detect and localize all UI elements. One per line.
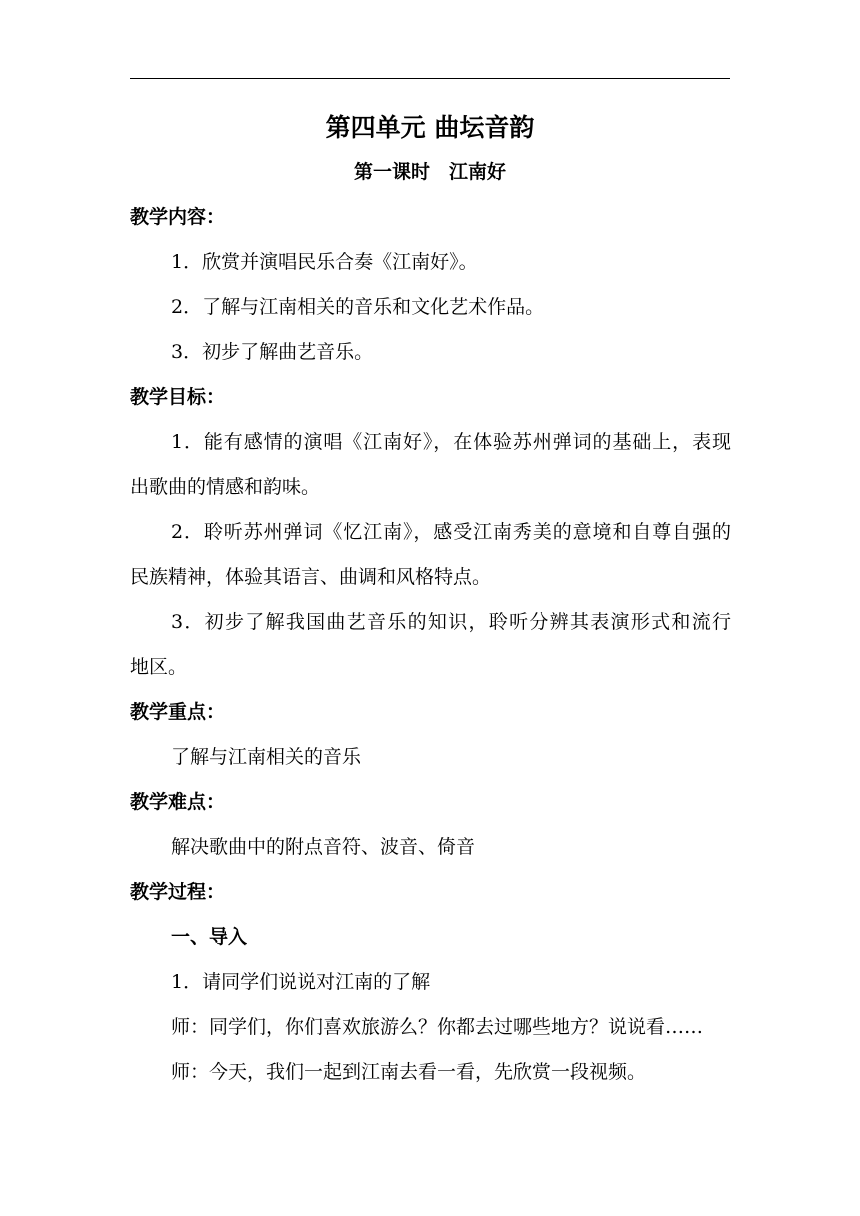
goal-1-line-1: 1．能有感情的演唱《江南好》，在体验苏州弹词的基础上，表现: [171, 431, 731, 453]
unit-title: 第四单元 曲坛音韵: [325, 113, 535, 142]
goal-3-line-1: 3．初步了解我国曲艺音乐的知识，聆听分辨其表演形式和流行: [171, 611, 731, 633]
content-item-3: 3．初步了解曲艺音乐。: [171, 341, 374, 363]
goals-heading: 教学目标：: [130, 386, 226, 408]
goal-3-line-2: 地区。: [130, 656, 188, 678]
difficulties-heading: 教学难点：: [130, 791, 226, 813]
key-points-heading: 教学重点：: [130, 701, 226, 723]
content-item-2: 2．了解与江南相关的音乐和文化艺术作品。: [171, 296, 545, 318]
content-heading: 教学内容：: [130, 206, 226, 228]
difficulties-text: 解决歌曲中的附点音符、波音、倚音: [171, 836, 476, 858]
process-step-heading: 一、导入: [171, 926, 248, 948]
header-rule: [130, 78, 730, 79]
teacher-line-2: 师：今天，我们一起到江南去看一看，先欣赏一段视频。: [171, 1061, 647, 1083]
goal-2-line-2: 民族精神，体验其语言、曲调和风格特点。: [130, 566, 492, 588]
teacher-line-1: 师：同学们，你们喜欢旅游么？你都去过哪些地方？说说看……: [171, 1016, 704, 1038]
process-step-1: 1．请同学们说说对江南的了解: [171, 971, 431, 993]
lesson-title: 第一课时 江南好: [353, 161, 506, 183]
key-points-text: 了解与江南相关的音乐: [171, 746, 362, 768]
goal-1-line-2: 出歌曲的情感和韵味。: [130, 476, 321, 498]
goal-2-line-1: 2．聆听苏州弹词《忆江南》，感受江南秀美的意境和自尊自强的: [171, 521, 731, 543]
process-heading: 教学过程：: [130, 881, 226, 903]
content-item-1: 1．欣赏并演唱民乐合奏《江南好》。: [171, 251, 478, 273]
